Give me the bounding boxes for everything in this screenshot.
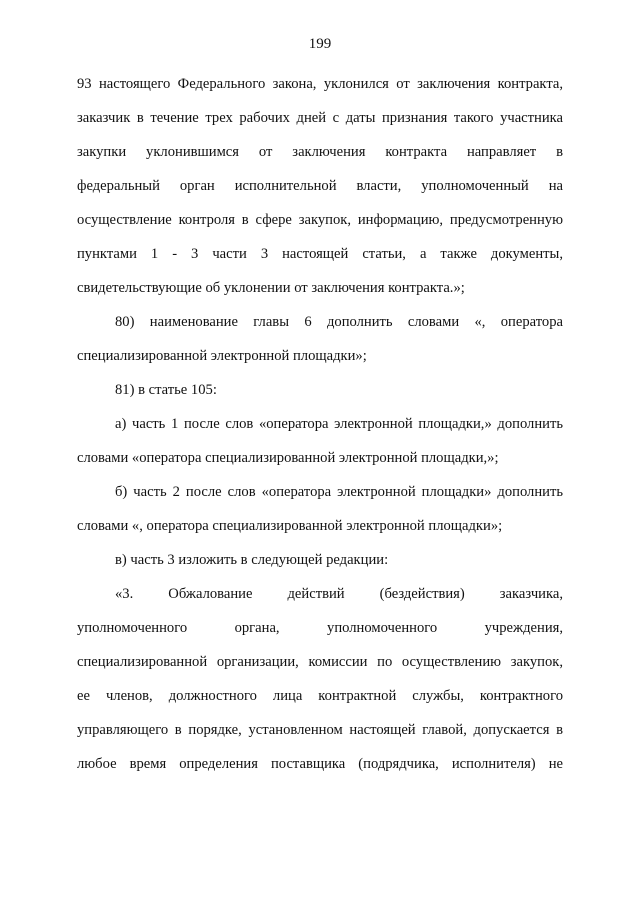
text-line: словами «, оператора специализированной электронной площадки»; (77, 518, 503, 534)
text-line: заказчик в течение трех рабочих дней с даты признания такого участника (77, 110, 563, 126)
text-line: 81) в статье 105: (115, 382, 217, 398)
text-line: специализированной электронной площадки»; (77, 348, 367, 364)
text-line: специализированной организации, комиссии по осуществлению закупок, (77, 654, 563, 670)
text-line: в) часть 3 изложить в следующей редакции: (115, 552, 389, 568)
text-line: осуществление контроля в сфере закупок, информацию, предусмотренную (77, 212, 563, 228)
document-body (77, 74, 563, 788)
text-line: закупки уклонившимся от заключения контракта направляет в (77, 144, 563, 160)
text-line: федеральный орган исполнительной власти, уполномоченный на (77, 178, 563, 194)
text-line: 80) наименование главы 6 дополнить словами «, оператора (115, 314, 563, 330)
text-line: б) часть 2 после слов «оператора электронной площадки» дополнить (115, 484, 563, 500)
text-line: уполномоченного органа, уполномоченного учреждения, (77, 620, 563, 636)
text-line: любое время определения поставщика (подрядчика, исполнителя) не (77, 756, 563, 772)
text-line: ее членов, должностного лица контрактной службы, контрактного (77, 688, 563, 704)
text-line: «3. Обжалование действий (бездействия) заказчика, (115, 586, 563, 602)
page-number: 199 (308, 36, 332, 52)
text-line: а) часть 1 после слов «оператора электронной площадки,» дополнить (115, 416, 563, 432)
text-line: словами «оператора специализированной электронной площадки,»; (77, 450, 499, 466)
text-line: 93 настоящего Федерального закона, уклонился от заключения контракта, (77, 76, 563, 92)
text-line: свидетельствующие об уклонении от заключения контракта.»; (77, 280, 465, 296)
text-line: пунктами 1 - 3 части 3 настоящей статьи, а также документы, (77, 246, 563, 262)
text-line: управляющего в порядке, установленном настоящей главой, допускается в (77, 722, 563, 738)
